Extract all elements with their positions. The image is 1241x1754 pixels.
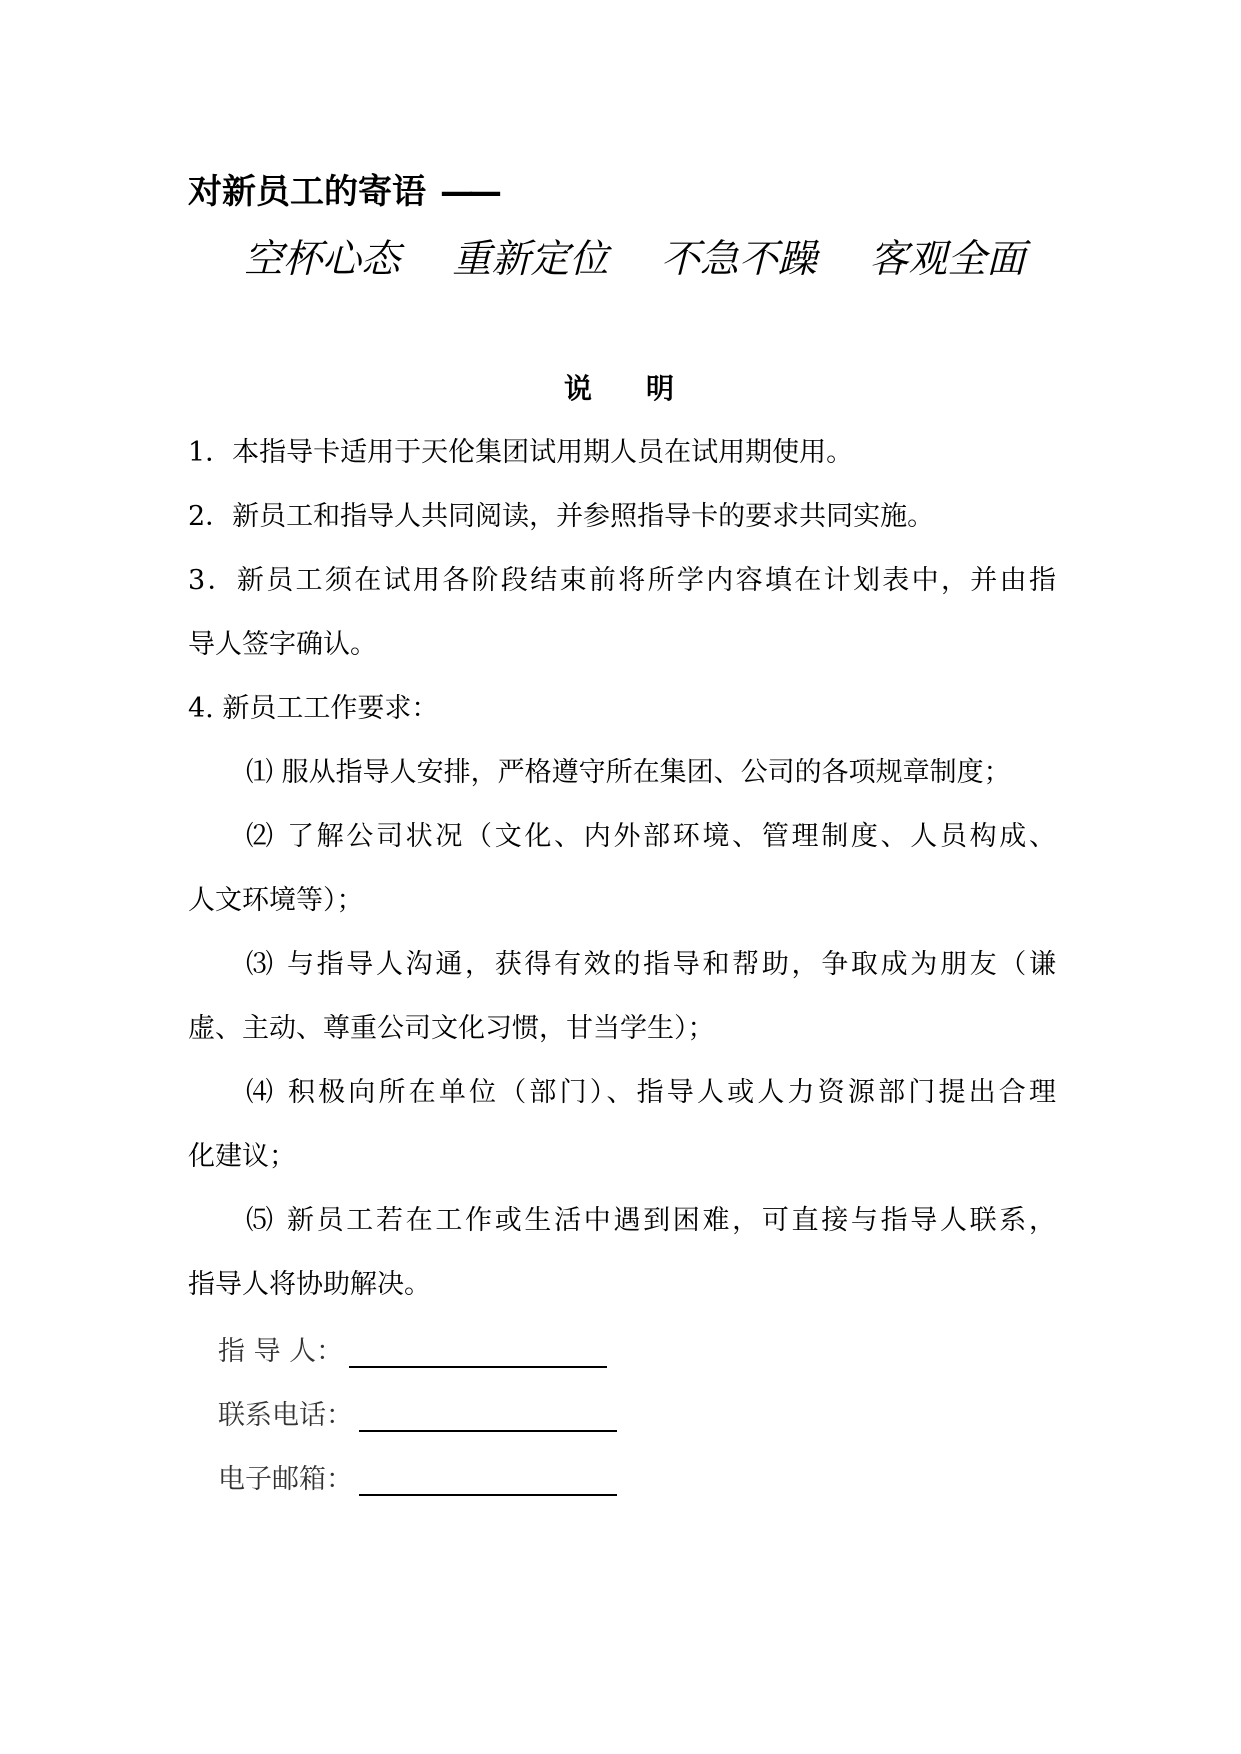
mentor-row (218, 1332, 607, 1372)
instruction-item-4: 4. 新员工工作要求： (188, 693, 439, 724)
phone-row (218, 1396, 617, 1436)
email-label: 电子邮箱： (218, 1464, 353, 1495)
requirement-item-3-continued: 虚、主动、尊重公司文化习惯，甘当学生）； (188, 1013, 715, 1044)
section-heading: 说明 (564, 372, 729, 405)
email-field[interactable] (359, 1464, 617, 1496)
email-row (218, 1460, 617, 1500)
motto-line (244, 232, 1025, 288)
motto-phrase-3: 不急不躁 (660, 237, 817, 282)
instruction-item-2: 2．新员工和指导人共同阅读，并参照指导卡的要求共同实施。 (188, 501, 935, 532)
phone-field[interactable] (359, 1400, 617, 1432)
phone-label: 联系电话： (218, 1400, 353, 1431)
requirement-item-4: ⑷ 积极向所在单位（部门）、指导人或人力资源部门提出合理 (246, 1077, 1056, 1108)
instruction-item-3: 3．新员工须在试用各阶段结束前将所学内容填在计划表中，并由指 (188, 565, 1056, 596)
requirement-item-5: ⑸ 新员工若在工作或生活中遇到困难，可直接与指导人联系， (246, 1205, 1056, 1236)
requirement-item-4-continued: 化建议； (188, 1141, 296, 1172)
page-title (188, 168, 496, 216)
mentor-field[interactable] (349, 1336, 607, 1368)
requirement-item-3: ⑶ 与指导人沟通，获得有效的指导和帮助，争取成为朋友（谦 (246, 949, 1056, 980)
mentor-label: 指 导 人： (218, 1336, 344, 1367)
requirement-item-2: ⑵ 了解公司状况（文化、内外部环境、管理制度、人员构成、 (246, 821, 1056, 852)
title-text: 对新员工的寄语 (188, 172, 426, 212)
motto-phrase-1: 空杯心态 (244, 237, 401, 282)
instruction-item-3-continued: 导人签字确认。 (188, 629, 377, 660)
requirement-item-1: ⑴ 服从指导人安排，严格遵守所在集团、公司的各项规章制度； (246, 757, 1011, 788)
title-dash: —— (440, 172, 496, 212)
requirement-item-2-continued: 人文环境等）； (188, 885, 364, 916)
motto-phrase-2: 重新定位 (452, 237, 609, 282)
motto-phrase-4: 客观全面 (869, 237, 1026, 282)
instruction-item-1: 1．本指导卡适用于天伦集团试用期人员在试用期使用。 (188, 437, 854, 468)
requirement-item-5-continued: 指导人将协助解决。 (188, 1269, 431, 1300)
